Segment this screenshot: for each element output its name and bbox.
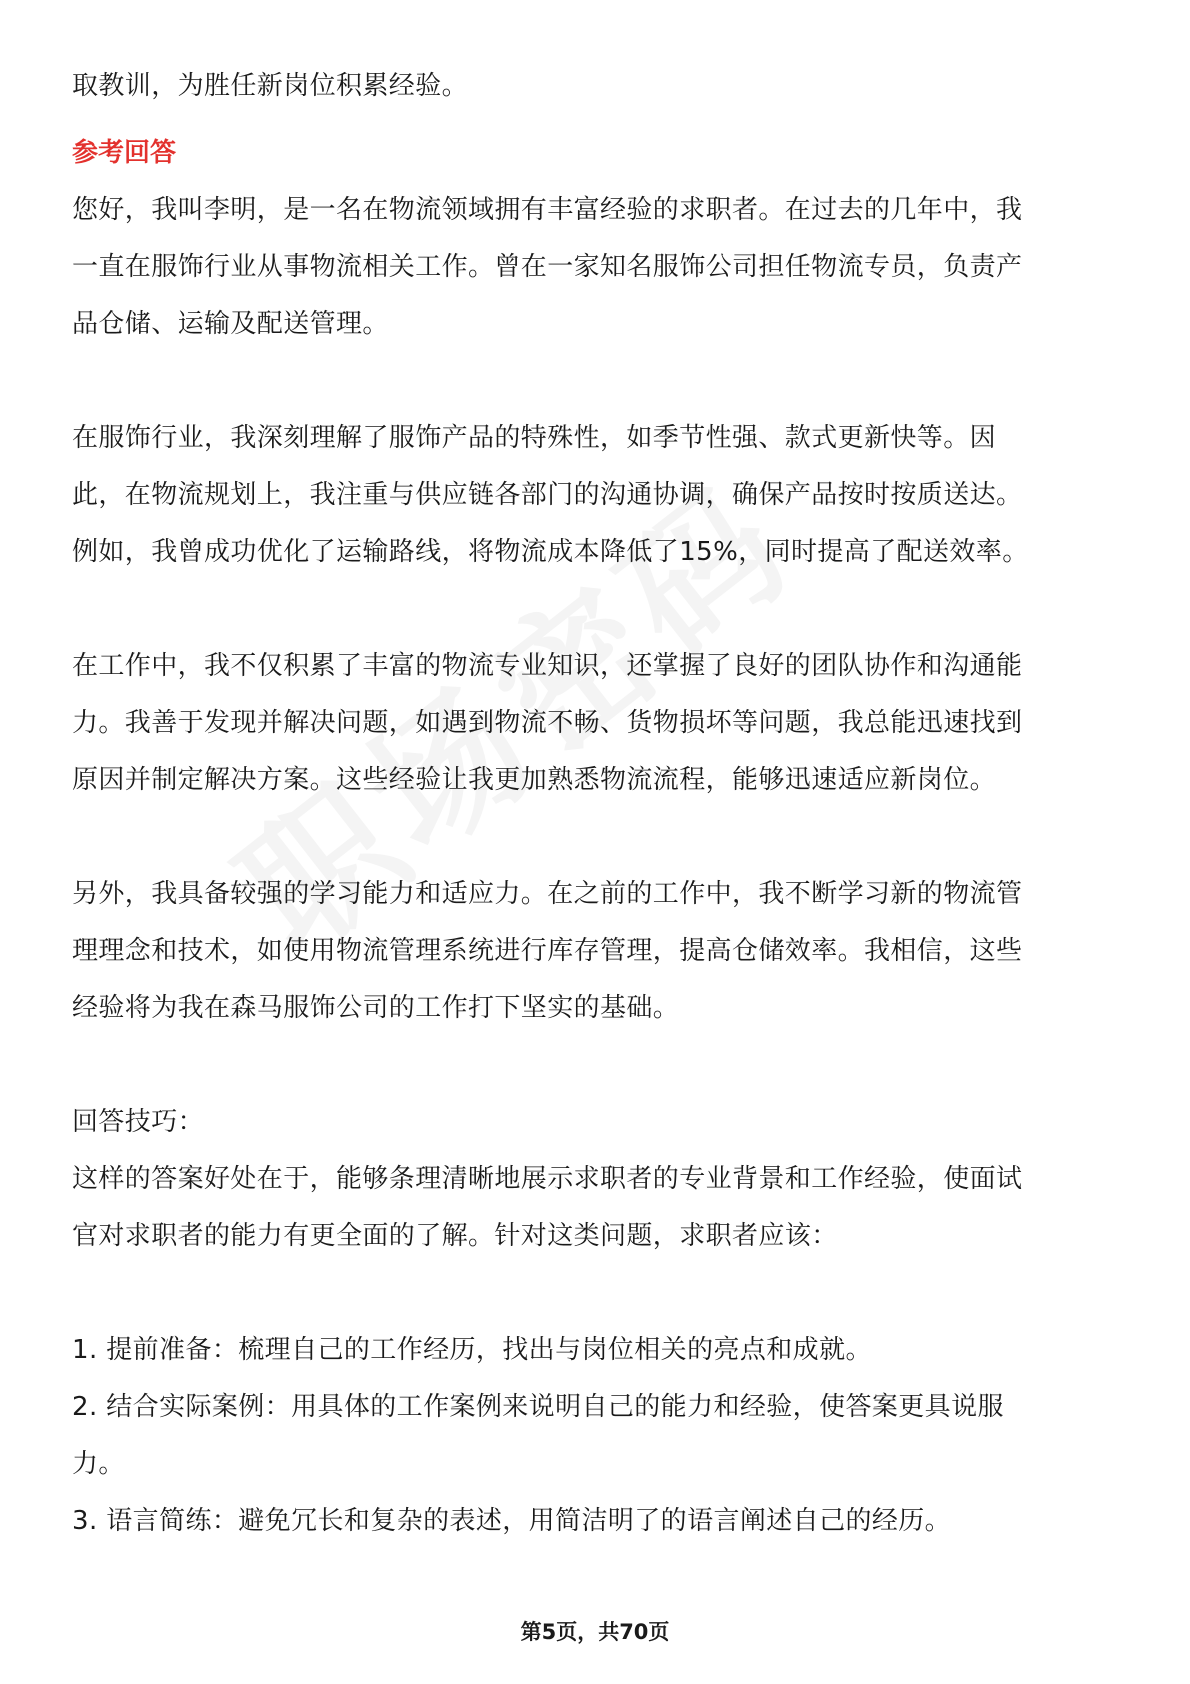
tips-item-2: 2. 结合实际案例：用具体的工作案例来说明自己的能力和经验，使答案更具说服 [72, 1392, 1004, 1422]
tips-item-1: 1. 提前准备：梳理自己的工作经历，找出与岗位相关的亮点和成就。 [72, 1335, 872, 1365]
tips-intro [72, 1151, 1122, 1265]
paragraph-line: 官对求职者的能力有更全面的了解。针对这类问题，求职者应该： [72, 1221, 838, 1251]
paragraph-gap [72, 809, 1122, 866]
tips-item-3: 3. 语言简练：避免冗长和复杂的表述，用简洁明了的语言阐述自己的经历。 [72, 1506, 952, 1536]
paragraph-gap [72, 353, 1122, 410]
paragraph-line: 您好，我叫李明，是一名在物流领域拥有丰富经验的求职者。在过去的几年中，我 [72, 195, 1023, 225]
tips-list [72, 1322, 1122, 1550]
intro-line: 取教训，为胜任新岗位积累经验。 [72, 71, 469, 101]
paragraph-gap [72, 1265, 1122, 1322]
answer-heading: 参考回答 [72, 138, 177, 168]
paragraph-line: 力。我善于发现并解决问题，如遇到物流不畅、货物损坏等问题，我总能迅速找到 [72, 708, 1023, 738]
paragraph-line: 另外，我具备较强的学习能力和适应力。在之前的工作中，我不断学习新的物流管 [72, 879, 1023, 909]
paragraph-line: 品仓储、运输及配送管理。 [72, 309, 389, 339]
paragraph-line: 在工作中，我不仅积累了丰富的物流专业知识，还掌握了良好的团队协作和沟通能 [72, 651, 1023, 681]
paragraph-line: 理理念和技术，如使用物流管理系统进行库存管理，提高仓储效率。我相信，这些 [72, 936, 1023, 966]
paragraph-line: 例如，我曾成功优化了运输路线，将物流成本降低了15%，同时提高了配送效率。 [72, 537, 1029, 567]
paragraph-line: 一直在服饰行业从事物流相关工作。曾在一家知名服饰公司担任物流专员，负责产 [72, 252, 1023, 282]
paragraph-gap [72, 1037, 1122, 1094]
page-footer: 第5页，共70页 [520, 1620, 670, 1644]
paragraph-line: 在服饰行业，我深刻理解了服饰产品的特殊性，如季节性强、款式更新快等。因 [72, 423, 997, 453]
answer-paragraph-1 [72, 182, 1122, 353]
tips-heading: 回答技巧： [72, 1107, 205, 1137]
paragraph-line: 原因并制定解决方案。这些经验让我更加熟悉物流流程，能够迅速适应新岗位。 [72, 765, 997, 795]
answer-paragraph-2 [72, 410, 1122, 581]
paragraph-line: 经验将为我在森马服饰公司的工作打下坚实的基础。 [72, 993, 680, 1023]
answer-paragraph-3 [72, 638, 1122, 809]
answer-paragraph-4 [72, 866, 1122, 1037]
paragraph-line: 这样的答案好处在于，能够条理清晰地展示求职者的专业背景和工作经验，使面试 [72, 1164, 1023, 1194]
tips-item-2-continued: 力。 [72, 1449, 125, 1479]
paragraph-line: 此，在物流规划上，我注重与供应链各部门的沟通协调，确保产品按时按质送达。 [72, 480, 1023, 510]
document-body [72, 58, 1122, 1550]
paragraph-gap [72, 581, 1122, 638]
